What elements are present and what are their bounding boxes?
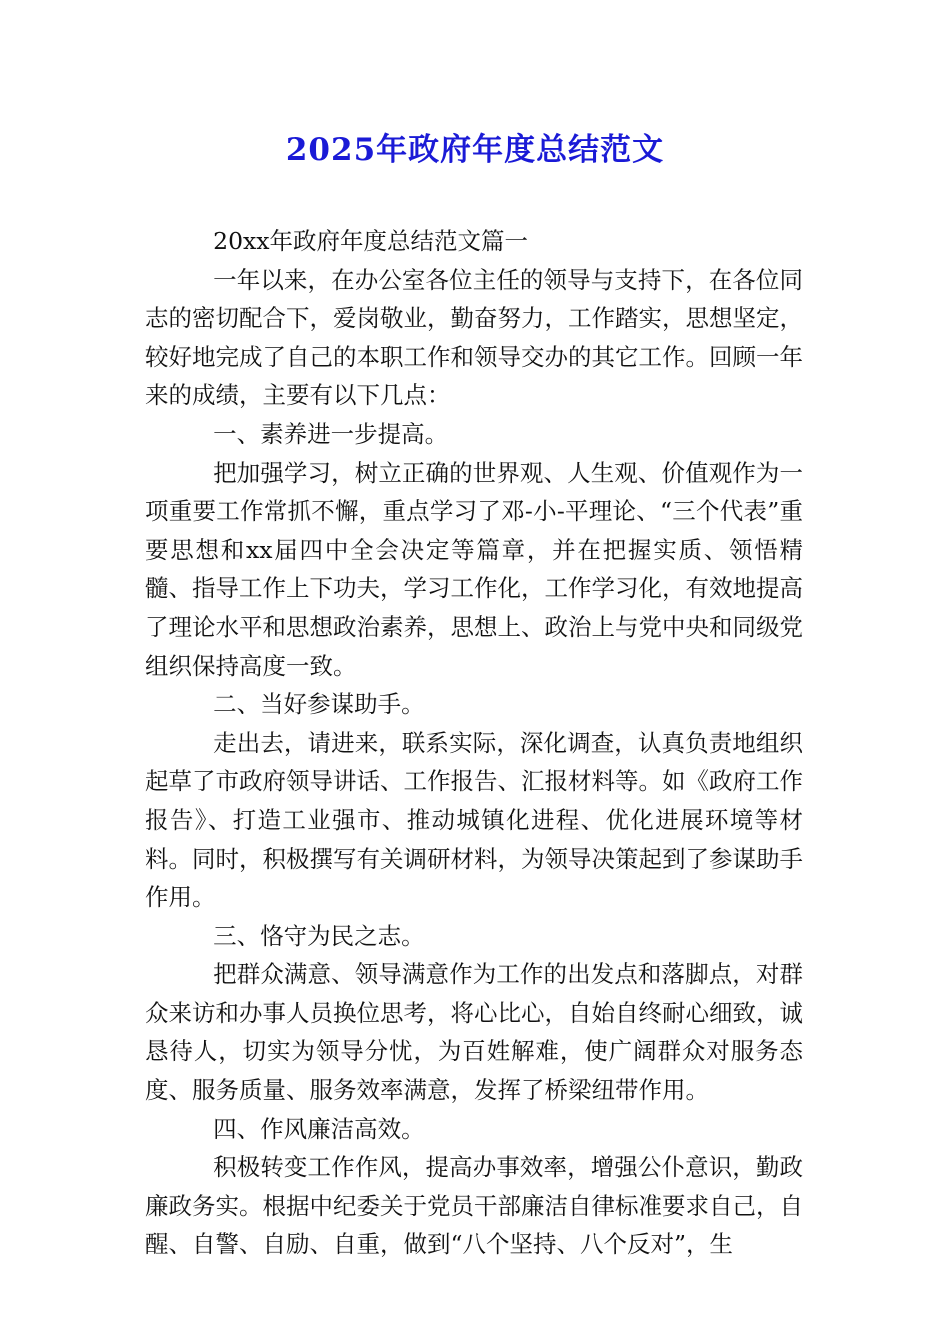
section-heading: 四、作风廉洁高效。 [213,1114,425,1143]
body-paragraph: 一年以来，在办公室各位主任的领导与支持下，在各位同志的密切配合下，爱岗敬业，勤奋努力，工作踏实，思想坚定，较好地完成了自己的本职工作和领导交办的其它工作。回顾一年来的成绩，主要有以下几点： [145,265,803,410]
body-paragraph: 积极转变工作作风，提高办事效率，增强公仆意识，勤政廉政务实。根据中纪委关于党员干部廉洁自律标准要求自己，自醒、自警、自励、自重，做到“八个坚持、八个反对”，生 [145,1153,803,1259]
body-paragraph: 把群众满意、领导满意作为工作的出发点和落脚点，对群众来访和办事人员换位思考，将心比心，自始自终耐心细致，诚恳待人，切实为领导分忧，为百姓解难，使广阔群众对服务态度、服务质量、服务效率满意，发挥了桥梁纽带作用。 [145,960,803,1105]
section-heading: 二、当好参谋助手。 [213,690,425,719]
section-heading: 三、恪守为民之志。 [213,921,425,950]
body-paragraph: 把加强学习，树立正确的世界观、人生观、价值观作为一项重要工作常抓不懈，重点学习了邓-小-平理论、“三个代表”重要思想和xx届四中全会决定等篇章，并在把握实质、领悟精髓、指导工作上下功夫，学习工作化，工作学习化，有效地提高了理论水平和思想政治素养，思想上、政治上与党中央和同级党组织保持高度一致。 [145,458,803,680]
body-paragraph: 走出去，请进来，联系实际，深化调查，认真负责地组织起草了市政府领导讲话、工作报告、汇报材料等。如《政府工作报告》、打造工业强市、推动城镇化进程、优化进展环境等材料。同时，积极撰写有关调研材料，为领导决策起到了参谋助手作用。 [145,728,803,912]
section-heading: 20xx年政府年度总结范文篇一 [213,227,529,255]
document-body [145,222,803,1264]
document-title: 2025年政府年度总结范文 [285,132,665,168]
section-heading: 一、素养进一步提高。 [213,419,449,448]
